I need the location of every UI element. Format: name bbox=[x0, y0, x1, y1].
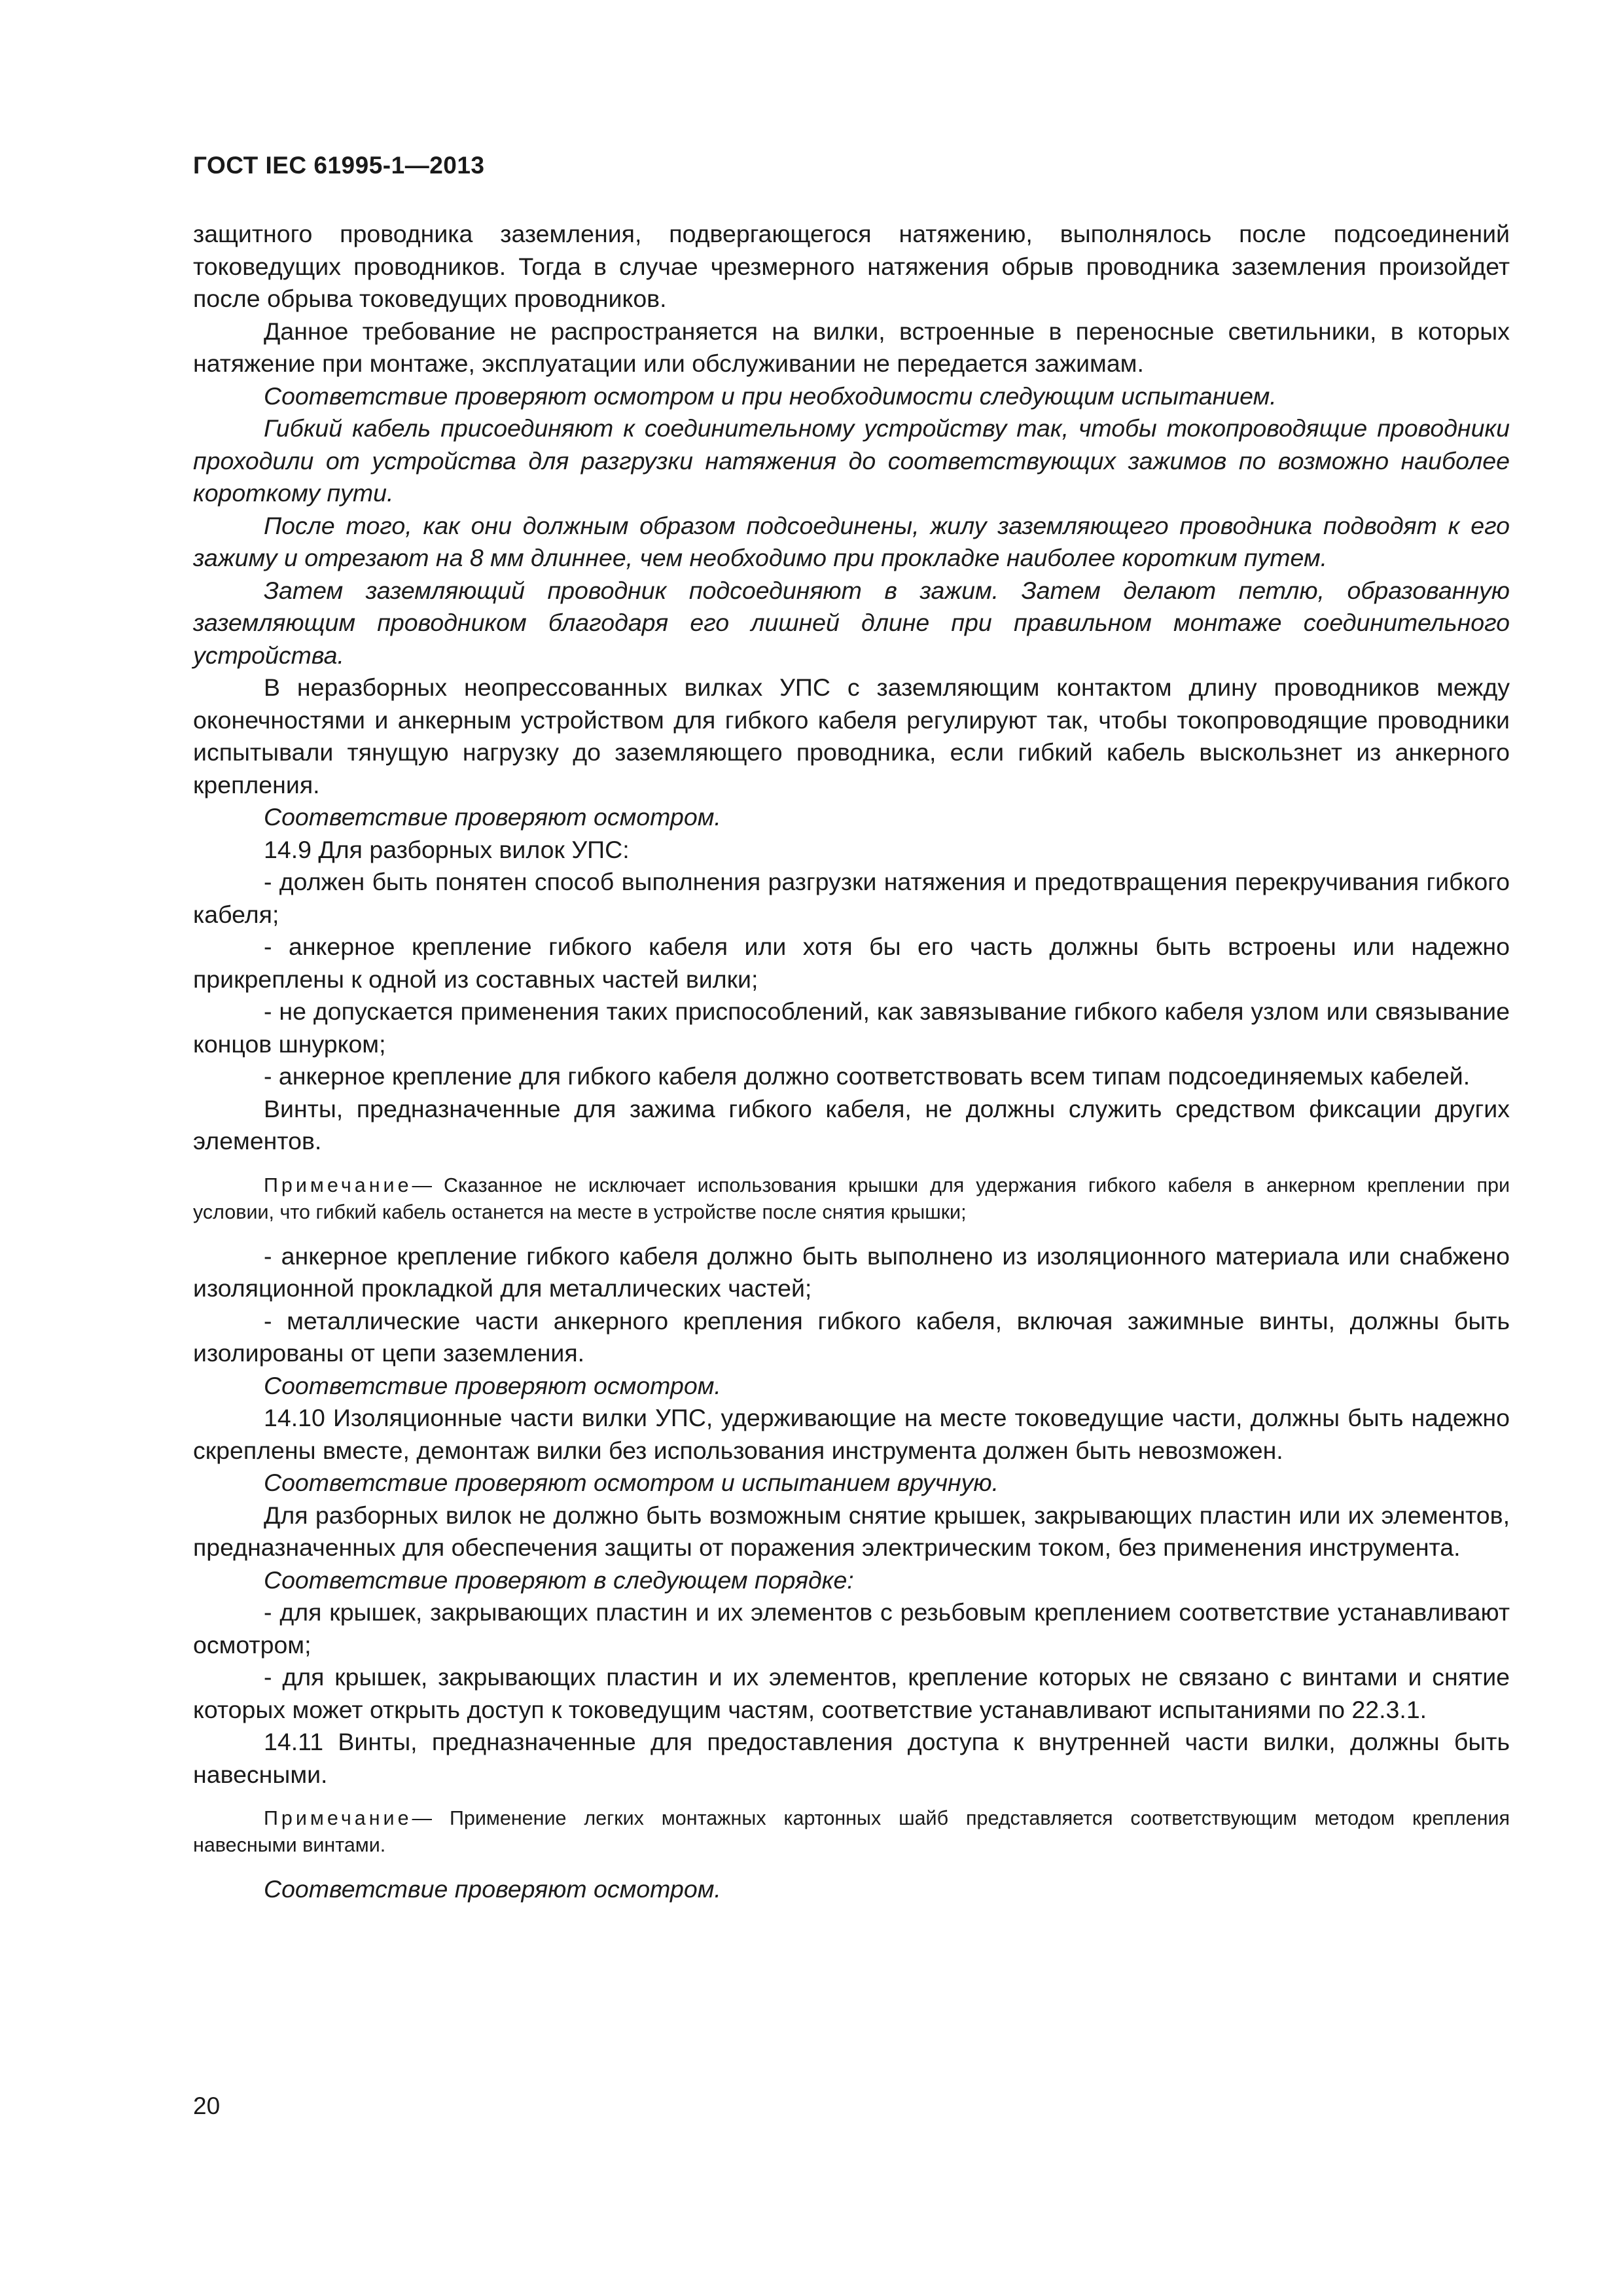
list-item: - анкерное крепление гибкого кабеля должно быть выполнено из изоляционного материала или снабжено изоляционной прокладкой для металлических частей; bbox=[193, 1242, 1510, 1302]
compliance-paragraph: Соответствие проверяют в следующем порядке: bbox=[264, 1566, 854, 1594]
compliance-paragraph: Соответствие проверяют осмотром и испытанием вручную. bbox=[264, 1469, 999, 1496]
test-paragraph: После того, как они должным образом подсоединены, жилу заземляющего проводника подводят к его зажиму и отрезают на 8 мм длиннее, чем необходимо при прокладке наиболее коротким путем. bbox=[193, 511, 1510, 571]
clause-14-10: 14.10 Изоляционные части вилки УПС, удерживающие на месте токоведущие части, должны быть надежно скреплены вместе, демонтаж вилки без использования инструмента должен быть невозможен. bbox=[193, 1404, 1510, 1464]
compliance-paragraph: Соответствие проверяют осмотром. bbox=[264, 1371, 721, 1399]
list-item: - должен быть понятен способ выполнения разгрузки натяжения и предотвращения перекручивания гибкого кабеля; bbox=[193, 868, 1510, 928]
compliance-paragraph: Соответствие проверяют осмотром. bbox=[264, 1875, 721, 1903]
list-item: - металлические части анкерного крепления гибкого кабеля, включая зажимные винты, должны быть изолированы от цепи заземления. bbox=[193, 1306, 1510, 1367]
page-number: 20 bbox=[193, 2092, 221, 2119]
compliance-paragraph: Соответствие проверяют осмотром и при необходимости следующим испытанием. bbox=[264, 382, 1277, 410]
test-paragraph: Затем заземляющий проводник подсоединяют в зажим. Затем делают петлю, образованную заземляющим проводником благодаря его лишней длине при правильном монтаже соединительного устройства. bbox=[193, 576, 1510, 669]
list-item: - анкерное крепление гибкого кабеля или хотя бы его часть должны быть встроены или надежно прикреплены к одной из составных частей вилки; bbox=[193, 933, 1510, 993]
clause-14-11: 14.11 Винты, предназначенные для предоставления доступа к внутренней части вилки, должны быть навесными. bbox=[193, 1728, 1510, 1788]
list-item: - не допускается применения таких приспособлений, как завязывание гибкого кабеля узлом или связывание концов шнурком; bbox=[193, 997, 1510, 1058]
note bbox=[193, 1172, 1510, 1226]
page-body bbox=[193, 218, 1510, 1906]
paragraph: Винты, предназначенные для зажима гибкого кабеля, не должны служить средством фиксации других элементов. bbox=[193, 1094, 1510, 1155]
note-label: Примечание bbox=[264, 1174, 412, 1196]
note-label: Примечание bbox=[264, 1807, 412, 1829]
paragraph: Для разборных вилок не должно быть возможным снятие крышек, закрывающих пластин или их элементов, предназначенных для обеспечения защиты от поражения электрическим током, без применения инструмента. bbox=[193, 1501, 1510, 1561]
note bbox=[193, 1805, 1510, 1859]
list-item: - для крышек, закрывающих пластин и их элементов с резьбовым креплением соответствие устанавливают осмотром; bbox=[193, 1598, 1510, 1659]
document-header: ГОСТ IEC 61995-1—2013 bbox=[193, 152, 485, 179]
list-item: - анкерное крепление для гибкого кабеля должно соответствовать всем типам подсоединяемых кабелей. bbox=[264, 1062, 1471, 1090]
compliance-paragraph: Соответствие проверяют осмотром. bbox=[264, 803, 721, 831]
test-paragraph: Гибкий кабель присоединяют к соединительному устройству так, чтобы токопроводящие проводники проходили от устройства для разгрузки натяжения до соответствующих зажимов по возможно наиболее короткому пути. bbox=[193, 414, 1510, 507]
paragraph: защитного проводника заземления, подвергающегося натяжению, выполнялось после подсоединений токоведущих проводников. Тогда в случае чрезмерного натяжения обрыв проводника заземления произойдет после обрыва токоведущих проводников. bbox=[193, 220, 1510, 312]
clause-heading-14-9: 14.9 Для разборных вилок УПС: bbox=[264, 835, 630, 863]
paragraph: Данное требование не распространяется на вилки, встроенные в переносные светильники, в которых натяжение при монтаже, эксплуатации или обслуживании не передается зажимам. bbox=[193, 317, 1510, 377]
list-item: - для крышек, закрывающих пластин и их элементов, крепление которых не связано с винтами и снятие которых может открыть доступ к токоведущим частям, соответствие устанавливают испытаниями по 22.3.1. bbox=[193, 1663, 1510, 1723]
note-text: — Применение легких монтажных картонных шайб представляется соответствующим методом крепления навесными винтами. bbox=[193, 1807, 1510, 1856]
paragraph: В неразборных неопрессованных вилках УПС с заземляющим контактом длину проводников между оконечностями и анкерным устройством для гибкого кабеля регулируют так, чтобы токопроводящие проводники испытывали тянущую нагрузку до заземляющего проводника, если гибкий кабель выскользнет из анкерного крепления. bbox=[193, 673, 1510, 798]
note-text: — Сказанное не исключает использования крышки для удержания гибкого кабеля в анкерном креплении при условии, что гибкий кабель останется на месте в устройстве после снятия крышки; bbox=[193, 1174, 1510, 1223]
